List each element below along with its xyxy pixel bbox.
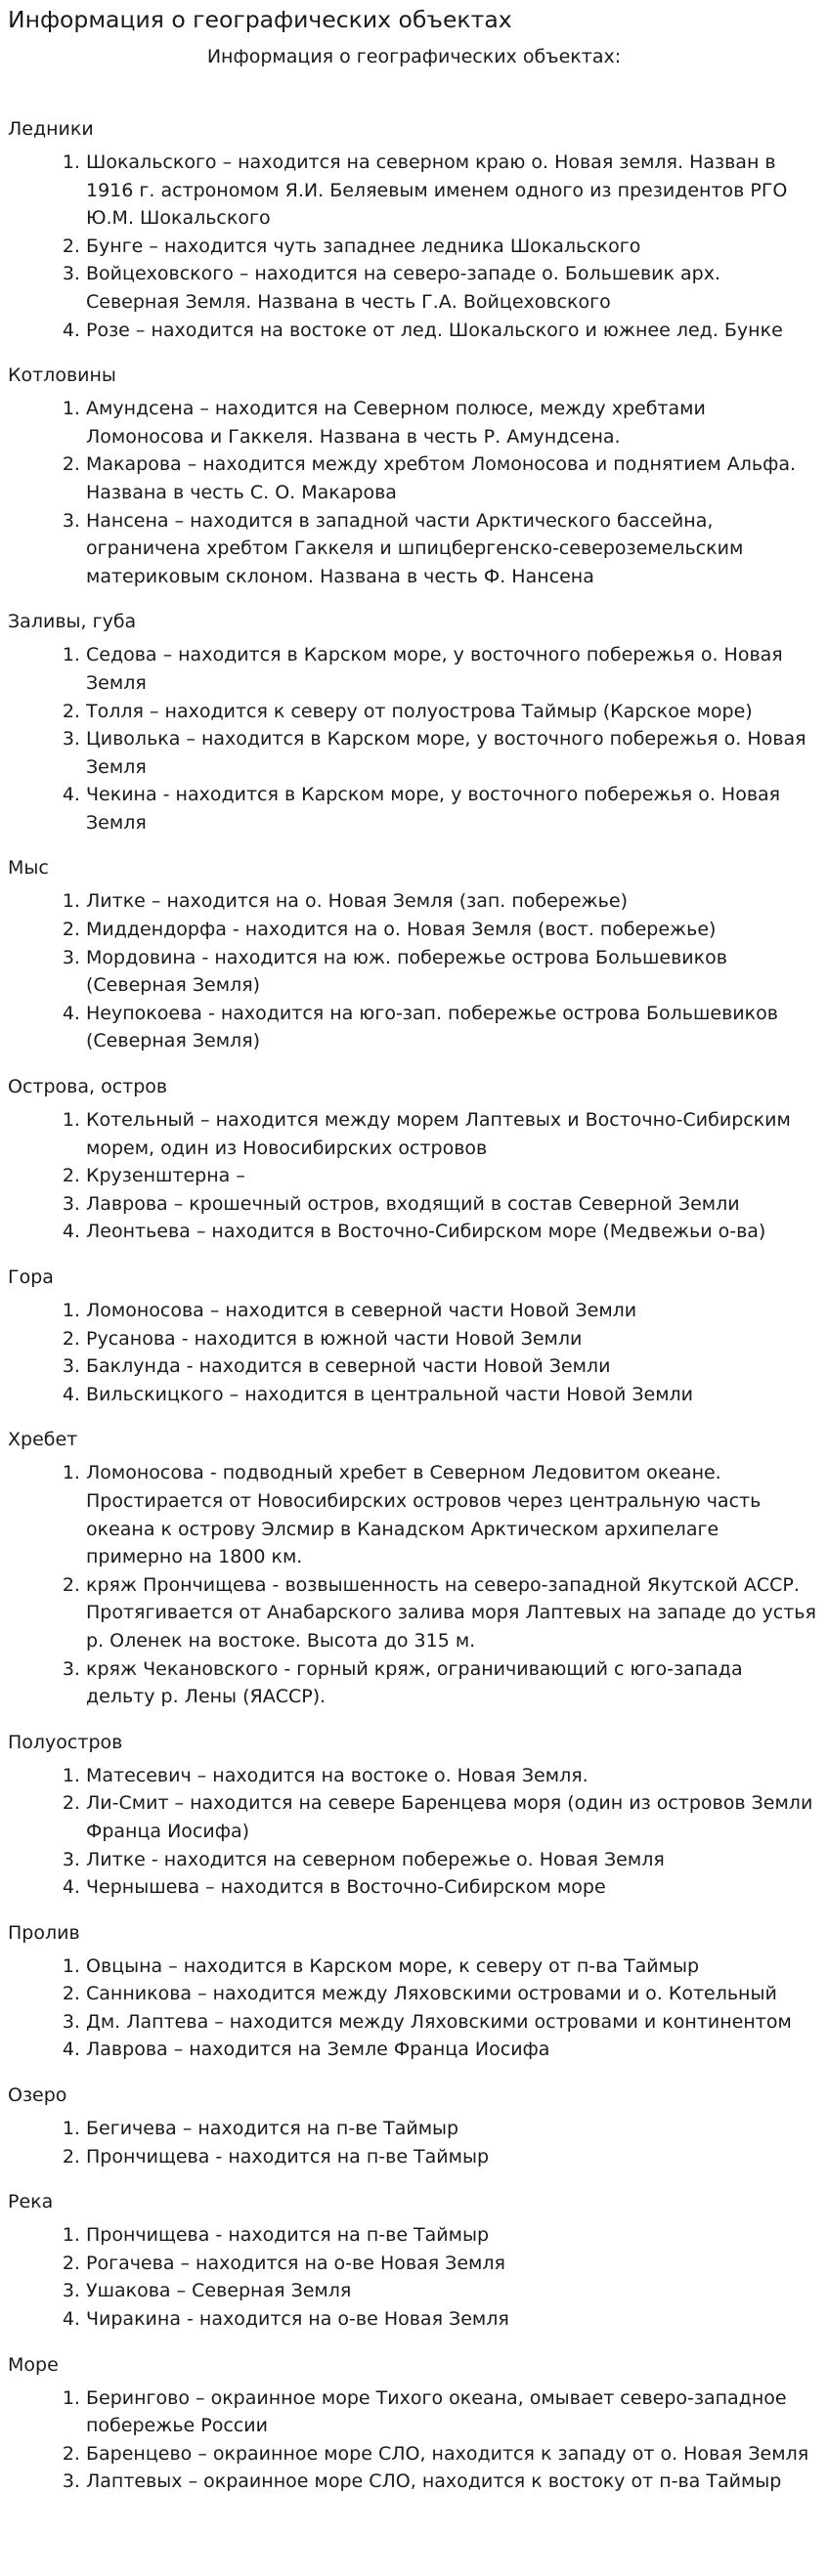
section-heading: Ледники bbox=[8, 118, 94, 140]
list-item: 3. Лаптевых – окраинное море СЛО, находится к востоку от п-ва Таймыр bbox=[86, 2468, 816, 2496]
list-item: 1. Ломоносова - подводный хребет в Северном Ледовитом океане. Простирается от Новосибирских островов через центральную часть океана к острову Элсмир в Канадском Арктическом архипелаге примерно на 1800 км. bbox=[86, 1459, 816, 1570]
list-item: 1. Берингово – окраинное море Тихого океана, омывает северо-западное побережье России bbox=[86, 2384, 816, 2440]
list-item: 1. Прончищева - находится на п-ве Таймыр bbox=[86, 2221, 816, 2250]
section bbox=[8, 1426, 820, 1710]
section bbox=[8, 115, 820, 344]
item-list bbox=[8, 641, 820, 837]
section bbox=[8, 2188, 820, 2333]
list-item: 1. Матесевич – находится на востоке о. Новая Земля. bbox=[86, 1762, 816, 1790]
section-heading: Котловины bbox=[8, 365, 116, 387]
section-heading: Хребет bbox=[8, 1429, 78, 1451]
item-list bbox=[8, 395, 820, 590]
list-item: 4. Чиракина - находится на о-ве Новая Земля bbox=[86, 2305, 816, 2334]
list-item: 4. Чернышева – находится в Восточно-Сибирском море bbox=[86, 1873, 816, 1902]
section-heading: Пролив bbox=[8, 1921, 80, 1944]
section-heading: Озеро bbox=[8, 2084, 67, 2107]
section-heading: Полуостров bbox=[8, 1731, 123, 1753]
section bbox=[8, 1729, 820, 1902]
item-list bbox=[8, 2221, 820, 2333]
list-item: 2. Бунге – находится чуть западнее ледника Шокальского bbox=[86, 233, 816, 261]
section bbox=[8, 362, 820, 590]
list-item: 4. Леонтьева – находится в Восточно-Сибирском море (Медвежьи о-ва) bbox=[86, 1218, 816, 1246]
list-item: 2. Макарова – находится между хребтом Ломоносова и поднятием Альфа. Названа в честь С. О. Макарова bbox=[86, 451, 816, 506]
list-item: 2. Ли-Смит – находится на севере Баренцева моря (один из островов Земли Франца Иосифа) bbox=[86, 1789, 816, 1845]
list-item: 3. Лаврова – крошечный остров, входящий в состав Северной Земли bbox=[86, 1190, 816, 1219]
list-item: 3. Дм. Лаптева – находится между Ляховскими островами и континентом bbox=[86, 2008, 816, 2037]
list-item: 3. Литке - находится на северном побережье о. Новая Земля bbox=[86, 1846, 816, 1874]
section-heading: Гора bbox=[8, 1267, 54, 1288]
list-item: 1. Литке – находится на о. Новая Земля (зап. побережье) bbox=[86, 887, 816, 916]
sections-container bbox=[8, 115, 820, 2496]
list-item: 2. Санникова – находится между Ляховскими островами и о. Котельный bbox=[86, 1980, 816, 2008]
document-title: Информация о географических объектах bbox=[8, 6, 512, 33]
list-item: 3. Войцеховского – находится на северо-западе о. Большевик арх. Северная Земля. Названа в честь Г.А. Войцеховского bbox=[86, 260, 816, 316]
list-item: 2. Русанова - находится в южной части Новой Земли bbox=[86, 1325, 816, 1353]
list-item: 3. Нансена – находится в западной части Арктического бассейна, ограничена хребтом Гаккеля и шпицбергенско-североземельским материковым склоном. Названа в честь Ф. Нансена bbox=[86, 507, 816, 591]
section bbox=[8, 1073, 820, 1246]
section bbox=[8, 608, 820, 837]
list-item: 1. Шокальского – находится на северном краю о. Новая земля. Назван в 1916 г. астрономом Я.И. Беляевым именем одного из президентов РГО Ю.М. Шокальского bbox=[86, 149, 816, 233]
item-list bbox=[8, 149, 820, 344]
list-item: 3. Мордовина - находится на юж. побережье острова Большевиков (Северная Земля) bbox=[86, 944, 816, 1000]
list-item: 3. Баклунда - находится в северной части Новой Земли bbox=[86, 1352, 816, 1381]
item-list bbox=[8, 1459, 820, 1710]
list-item: 3. Ушакова – Северная Земля bbox=[86, 2277, 816, 2305]
list-item: 1. Седова – находится в Карском море, у восточного побережья о. Новая Земля bbox=[86, 641, 816, 697]
section bbox=[8, 1264, 820, 1408]
list-item: 2. кряж Прончищева - возвышенность на северо-западной Якутской АССР. Протягивается от Анабарского залива моря Лаптевых на западе до устья р. Оленек на востоке. Высота до 315 м. bbox=[86, 1571, 816, 1655]
section-heading: Острова, остров bbox=[8, 1076, 168, 1098]
section-heading: Мыс bbox=[8, 857, 49, 880]
item-list bbox=[8, 2115, 820, 2170]
section bbox=[8, 2351, 820, 2496]
section-heading: Море bbox=[8, 2353, 59, 2376]
list-item: 2. Крузенштерна – bbox=[86, 1162, 816, 1190]
section bbox=[8, 854, 820, 1055]
list-item: 3. Циволька – находится в Карском море, у восточного побережья о. Новая Земля bbox=[86, 725, 816, 781]
item-list bbox=[8, 887, 820, 1055]
list-item: 2. Баренцево – окраинное море СЛО, находится к западу от о. Новая Земля bbox=[86, 2440, 816, 2469]
list-item: 1. Амундсена – находится на Северном полюсе, между хребтами Ломоносова и Гаккеля. Названа в честь Р. Амундсена. bbox=[86, 395, 816, 451]
list-item: 3. кряж Чекановского - горный кряж, ограничивающий с юго-запада дельту р. Лены (ЯАССР). bbox=[86, 1655, 816, 1711]
list-item: 2. Толля – находится к северу от полуострова Таймыр (Карское море) bbox=[86, 698, 816, 726]
section-heading: Заливы, губа bbox=[8, 611, 137, 633]
item-list bbox=[8, 2384, 820, 2496]
item-list bbox=[8, 1762, 820, 1902]
section-heading: Река bbox=[8, 2191, 54, 2213]
list-item: 2. Рогачева – находится на о-ве Новая Земля bbox=[86, 2250, 816, 2278]
list-item: 4. Неупокоева - находится на юго-зап. побережье острова Большевиков (Северная Земля) bbox=[86, 1000, 816, 1055]
section bbox=[8, 2082, 820, 2170]
list-item: 1. Котельный – находится между морем Лаптевых и Восточно-Сибирским морем, один из Новосибирских островов bbox=[86, 1106, 816, 1162]
list-item: 2. Миддендорфа - находится на о. Новая Земля (вост. побережье) bbox=[86, 916, 816, 944]
list-item: 1. Овцына – находится в Карском море, к северу от п-ва Таймыр bbox=[86, 1953, 816, 1981]
list-item: 1. Бегичева – находится на п-ве Таймыр bbox=[86, 2115, 816, 2143]
list-item: 2. Прончищева - находится на п-ве Таймыр bbox=[86, 2143, 816, 2171]
item-list bbox=[8, 1953, 820, 2064]
item-list bbox=[8, 1106, 820, 1246]
list-item: 4. Лаврова – находится на Земле Франца Иосифа bbox=[86, 2036, 816, 2064]
document-subtitle: Информация о географических объектах: bbox=[206, 46, 622, 67]
list-item: 4. Розе – находится на востоке от лед. Шокальского и южнее лед. Бунке bbox=[86, 317, 816, 345]
section bbox=[8, 1919, 820, 2064]
list-item: 4. Вильскицкого – находится в центральной части Новой Земли bbox=[86, 1381, 816, 1409]
item-list bbox=[8, 1297, 820, 1408]
list-item: 1. Ломоносова – находится в северной части Новой Земли bbox=[86, 1297, 816, 1325]
list-item: 4. Чекина - находится в Карском море, у восточного побережья о. Новая Земля bbox=[86, 781, 816, 837]
